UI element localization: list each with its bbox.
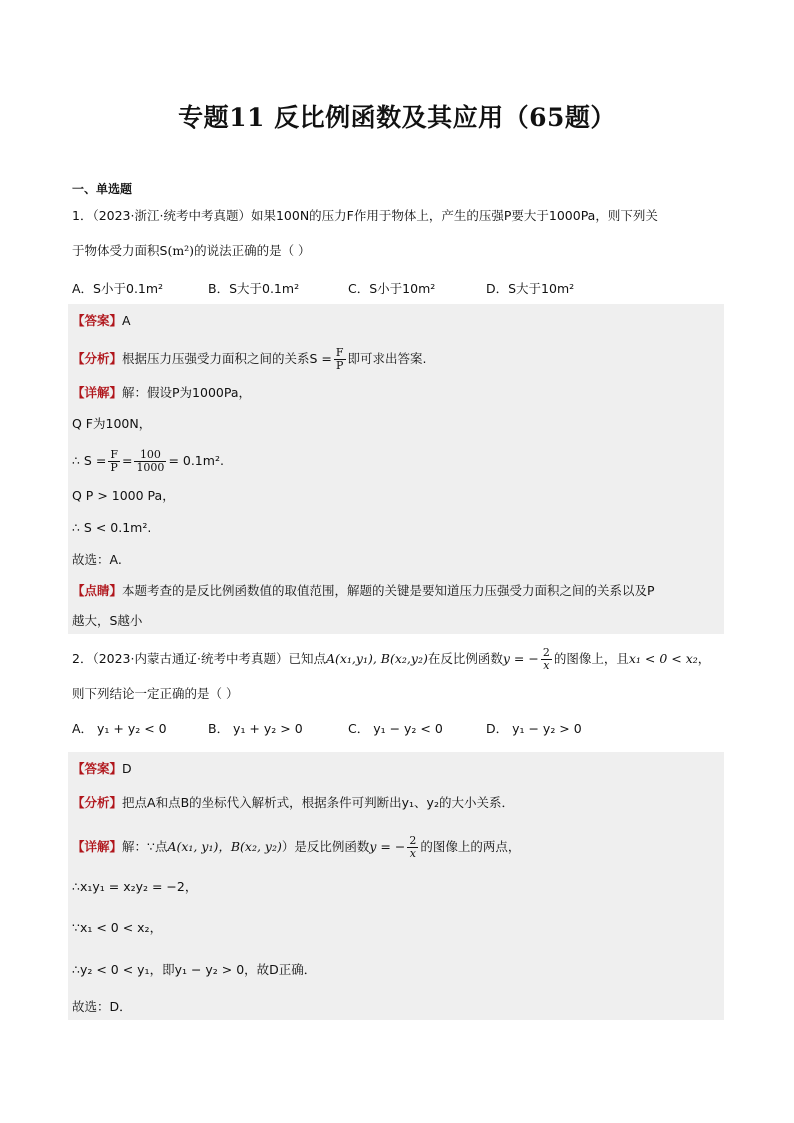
q2-option-d[interactable]: D． y₁ − y₂ > 0 xyxy=(486,721,582,736)
q2-detail-1: 【详解】解：∵点A(x₁, y₁)，B(x₂, y₂)）是反比例函数y = − $\frac{2}{x}$ 的图像上的两点， xyxy=(72,834,521,860)
section-heading: 一、单选题 xyxy=(72,182,133,196)
q2-detail-2: ∴x₁y₁ = x₂y₂ = −2， xyxy=(72,879,198,894)
q2-option-b[interactable]: B． y₁ + y₂ > 0 xyxy=(208,721,303,736)
q1-detail-6: 故选：A. xyxy=(72,552,122,567)
q1-option-d[interactable]: D．S大于10m² xyxy=(486,281,575,296)
q2-option-c[interactable]: C． y₁ − y₂ < 0 xyxy=(348,721,443,736)
q2-detail-3: ∵x₁ < 0 < x₂， xyxy=(72,920,163,935)
q2-option-a[interactable]: A． y₁ + y₂ < 0 xyxy=(72,721,167,736)
q1-analysis-fraction: $\frac{F}{P}$ xyxy=(335,346,344,372)
q2-analysis: 【分析】把点A和点B的坐标代入解析式，根据条件可判断出y₁、y₂的大小关系． xyxy=(72,795,514,810)
q1-stem-line1: 1．（2023·浙江·统考中考真题）如果100N的压力F作用于物体上，产生的压强P要大于1000Pa，则下列关 xyxy=(72,208,658,223)
q1-option-c[interactable]: C．S小于10m² xyxy=(348,281,436,296)
q2-answer: 【答案】D xyxy=(72,761,132,776)
q1-options xyxy=(72,278,574,300)
q1-point-line2: 越大，S越小 xyxy=(72,613,143,628)
q1-answer: 【答案】A xyxy=(72,313,131,328)
q2-detail-5: 故选：D． xyxy=(72,999,132,1014)
q2-stem-line2: 则下列结论一定正确的是（ ） xyxy=(72,686,239,701)
q2-stem-line1: 2．（2023·内蒙古通辽·统考中考真题）已知点A(x₁,y₁), B(x₂,y₂)在反比例函数y = − $\frac{2}{x}$ 的图像上，且x₁ < 0 < x₂， xyxy=(72,646,711,672)
q1-detail-3: ∴ S = $\frac{F}{P}$ = $\frac{100}{1000}$ = 0.1m². xyxy=(72,448,224,474)
q1-stem-line2: 于物体受力面积S(m²)的说法正确的是（ ） xyxy=(72,243,311,258)
q1-analysis: 【分析】根据压力压强受力面积之间的关系S = $\frac{F}{P}$ 即可求出答案. xyxy=(72,346,427,372)
q1-detail-1: 【详解】解：假设P为1000Pa， xyxy=(72,385,252,400)
q1-detail-5: ∴ S < 0.1m². xyxy=(72,520,152,535)
q1-option-a[interactable]: A．S小于0.1m² xyxy=(72,281,164,296)
q1-detail-2: Q F为100N， xyxy=(72,416,152,431)
q1-detail-4: Q P > 1000 Pa， xyxy=(72,488,175,503)
q1-point-line1: 【点睛】本题考查的是反比例函数值的取值范围，解题的关键是要知道压力压强受力面积之间的关系以及P xyxy=(72,583,655,598)
q2-options xyxy=(72,718,582,740)
q1-option-b[interactable]: B．S大于0.1m² xyxy=(208,281,300,296)
q2-detail-4: ∴y₂ < 0 < y₁，即y₁ − y₂ > 0，故D正确． xyxy=(72,962,317,977)
page-title: 专题11 反比例函数及其应用（65题） xyxy=(178,103,616,132)
